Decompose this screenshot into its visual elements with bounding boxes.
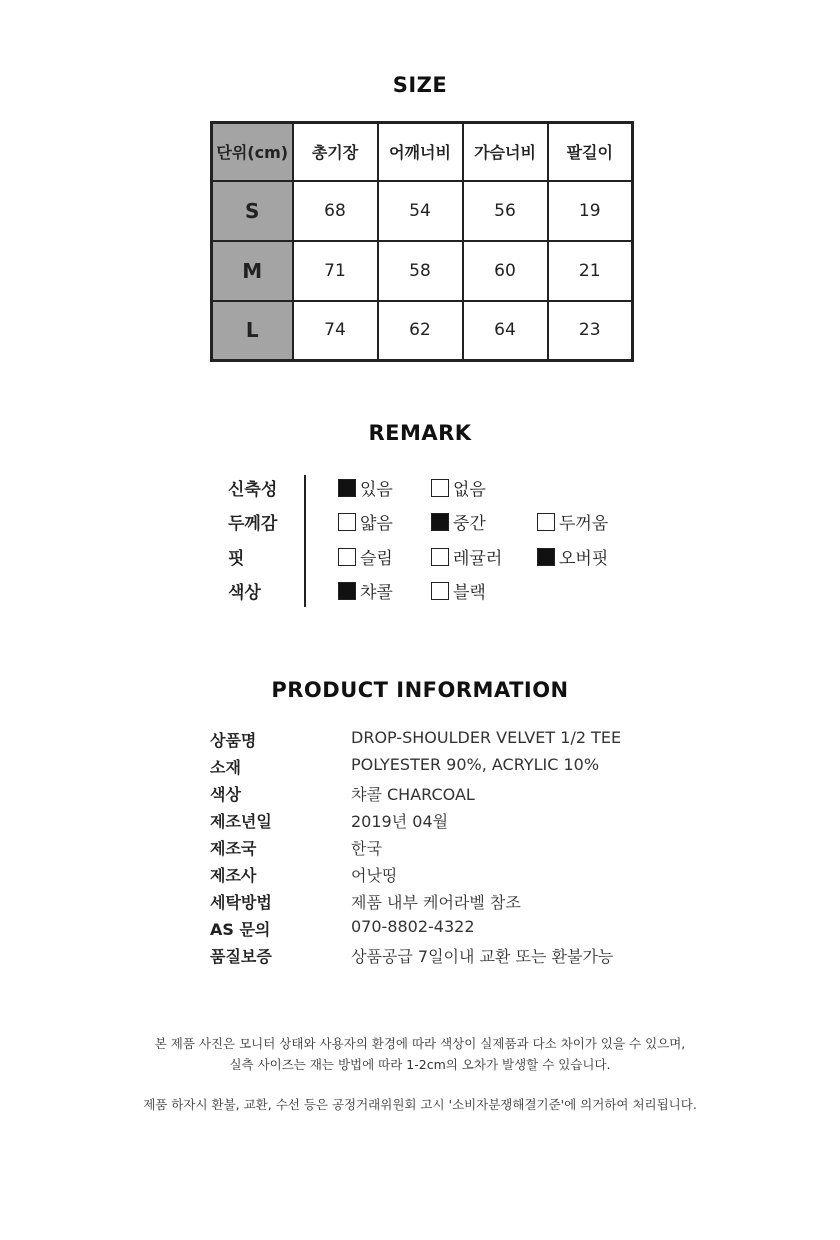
option-thickness-thick	[537, 509, 608, 534]
info-key: 색상	[210, 785, 241, 804]
table-cell: 60	[463, 241, 548, 301]
list-item	[210, 863, 650, 890]
size-table-header-row	[212, 123, 633, 181]
list-item	[210, 944, 650, 971]
option-label: 오버핏	[559, 549, 609, 569]
table-cell: 21	[548, 241, 633, 301]
list-item	[210, 917, 650, 944]
info-key: 제조년일	[210, 812, 272, 831]
checkbox-unchecked	[431, 582, 449, 600]
size-title: SIZE	[392, 73, 448, 97]
option-label: 얇음	[360, 514, 393, 534]
notice-line: 제품 하자시 환불, 교환, 수선 등은 공정거래위원회 고시 '소비자분쟁해결기준'에 의거하여 처리됩니다.	[143, 1097, 697, 1112]
list-item	[210, 782, 650, 809]
column-header-chest: 가슴너비	[463, 123, 548, 181]
checkbox-unchecked	[338, 548, 356, 566]
column-header-total-length: 총기장	[293, 123, 378, 181]
remark-title: REMARK	[368, 421, 472, 445]
remark-label-color: 색상	[228, 583, 261, 603]
option-color-charcoal	[338, 578, 393, 603]
checkbox-checked	[338, 479, 356, 497]
table-cell: 58	[378, 241, 463, 301]
info-key: 품질보증	[210, 947, 272, 966]
option-fit-oversize	[537, 544, 608, 569]
table-cell: 54	[378, 181, 463, 241]
table-cell: 68	[293, 181, 378, 241]
option-thickness-medium	[431, 509, 486, 534]
option-label: 챠콜	[360, 583, 393, 603]
table-cell: 56	[463, 181, 548, 241]
option-label: 두꺼움	[559, 514, 609, 534]
size-label: M	[212, 241, 293, 301]
table-cell: 62	[378, 301, 463, 361]
info-value: 2019년 04월	[351, 812, 449, 831]
info-value: 한국	[351, 839, 382, 858]
checkbox-checked	[431, 513, 449, 531]
option-fit-regular	[431, 544, 502, 569]
option-label: 없음	[453, 480, 486, 500]
info-value: 070-8802-4322	[351, 917, 475, 936]
option-stretch-yes	[338, 475, 393, 500]
info-value: DROP-SHOULDER VELVET 1/2 TEE	[351, 728, 622, 747]
list-item	[210, 890, 650, 917]
option-stretch-no	[431, 475, 486, 500]
checkbox-unchecked	[431, 479, 449, 497]
remark-label-stretch: 신축성	[228, 480, 278, 500]
size-label: S	[212, 181, 293, 241]
table-row	[212, 241, 633, 301]
info-key: AS 문의	[210, 920, 271, 939]
info-value: 상품공급 7일이내 교환 또는 환불가능	[351, 947, 614, 966]
table-cell: 71	[293, 241, 378, 301]
option-color-black	[431, 578, 486, 603]
divider	[304, 475, 306, 607]
option-label: 블랙	[453, 583, 486, 603]
size-label: L	[212, 301, 293, 361]
info-value: 제품 내부 케어라벨 참조	[351, 893, 521, 912]
checkbox-checked	[338, 582, 356, 600]
size-table	[210, 121, 634, 362]
remark-panel	[0, 470, 840, 610]
table-cell: 19	[548, 181, 633, 241]
column-header-sleeve: 팔길이	[548, 123, 633, 181]
list-item	[210, 809, 650, 836]
info-value: 어낫띵	[351, 866, 398, 885]
checkbox-unchecked	[338, 513, 356, 531]
table-cell: 23	[548, 301, 633, 361]
table-cell: 74	[293, 301, 378, 361]
notice-line: 본 제품 사진은 모니터 상태와 사용자의 환경에 따라 색상이 실제품과 다소 차이가 있을 수 있으며,	[154, 1036, 686, 1051]
option-label: 슬림	[360, 549, 393, 569]
option-label: 중간	[453, 514, 486, 534]
notice-line: 실측 사이즈는 재는 방법에 따라 1-2cm의 오차가 발생할 수 있습니다.	[229, 1057, 611, 1072]
unit-header: 단위(cm)	[212, 123, 293, 181]
info-key: 제조국	[210, 839, 257, 858]
option-label: 레귤러	[453, 549, 503, 569]
option-label: 있음	[360, 480, 393, 500]
list-item	[210, 836, 650, 863]
remark-label-thickness: 두께감	[228, 514, 278, 534]
info-key: 세탁방법	[210, 893, 272, 912]
info-value: 챠콜 CHARCOAL	[351, 785, 475, 804]
table-cell: 64	[463, 301, 548, 361]
option-fit-slim	[338, 544, 393, 569]
checkbox-unchecked	[431, 548, 449, 566]
list-item	[210, 755, 650, 782]
checkbox-checked	[537, 548, 555, 566]
info-key: 제조사	[210, 866, 257, 885]
list-item	[210, 728, 650, 755]
remark-label-fit: 핏	[228, 549, 245, 569]
option-thickness-thin	[338, 509, 393, 534]
info-value: POLYESTER 90%, ACRYLIC 10%	[351, 755, 600, 774]
info-key: 소재	[210, 758, 241, 777]
info-key: 상품명	[210, 731, 257, 750]
product-info-title: PRODUCT INFORMATION	[271, 678, 569, 702]
column-header-shoulder: 어깨너비	[378, 123, 463, 181]
checkbox-unchecked	[537, 513, 555, 531]
table-row	[212, 301, 633, 361]
table-row	[212, 181, 633, 241]
